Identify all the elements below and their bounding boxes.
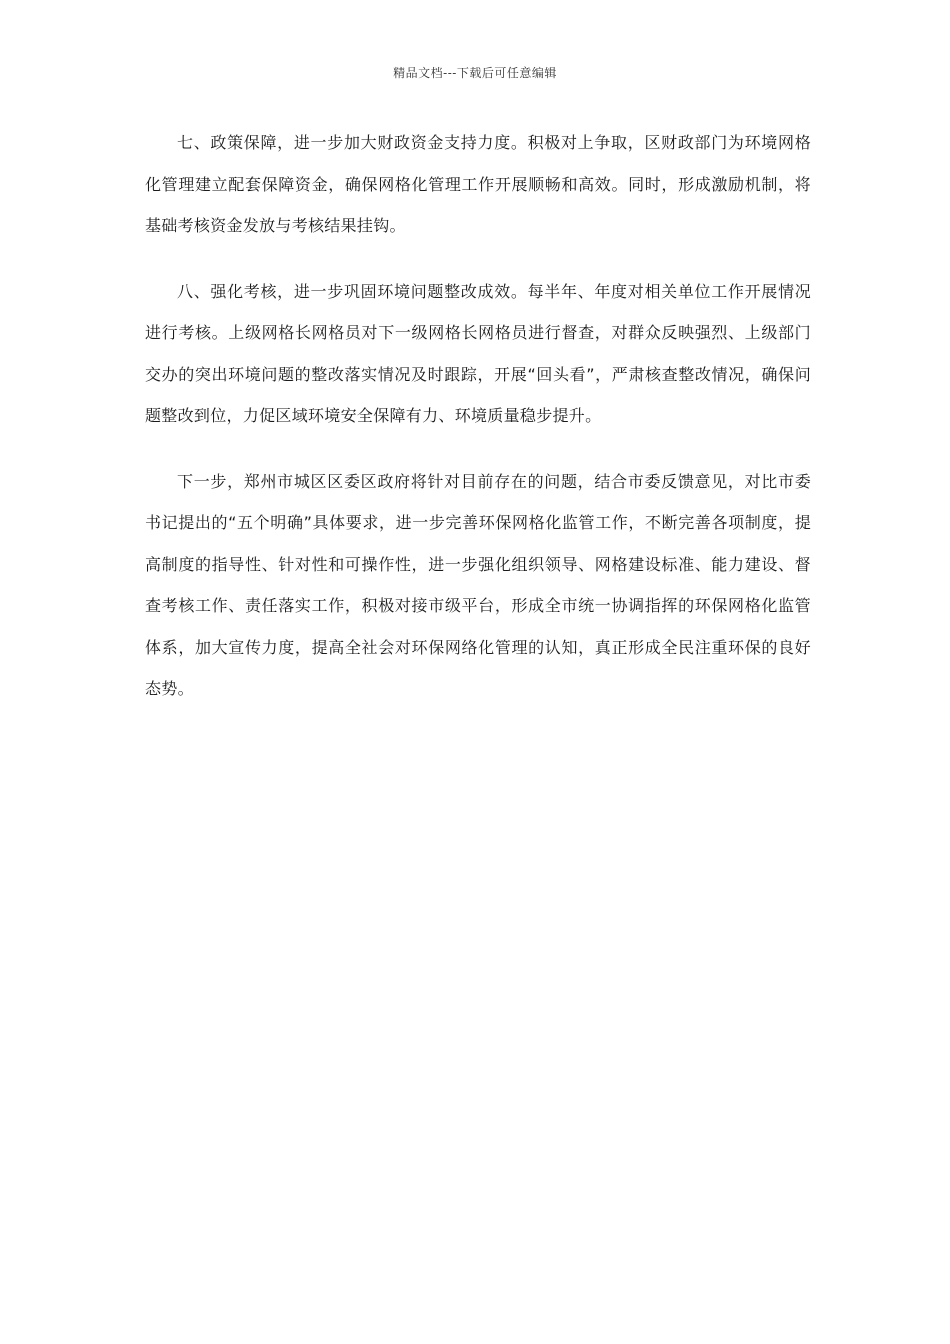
paragraph-next-steps: 下一步，郑州市城区区委区政府将针对目前存在的问题，结合市委反馈意见，对比市委书记提出的“五个明确”具体要求，进一步完善环保网格化监管工作，不断完善各项制度，提高制度的指导性、针对性和可操作性，进一步强化组织领导、网格建设标准、能力建设、督查考核工作、责任落实工作，积极对接市级平台，形成全市统一协调指挥的环保网格化监管体系，加大宣传力度，提高全社会对环保网络化管理的认知，真正形成全民注重环保的良好态势。 [145,471,811,698]
paragraph-strengthen-assessment: 八、强化考核，进一步巩固环境问题整改成效。每半年、年度对相关单位工作开展情况进行考核。上级网格长网格员对下一级网格长网格员进行督查，对群众反映强烈、上级部门交办的突出环境问题的整改落实情况及时跟踪，开展“回头看”，严肃核查整改情况，确保问题整改到位，力促区域环境安全保障有力、环境质量稳步提升。 [145,281,811,425]
paragraph-policy-guarantee: 七、政策保障，进一步加大财政资金支持力度。积极对上争取，区财政部门为环境网格化管理建立配套保障资金，确保网格化管理工作开展顺畅和高效。同时，形成激励机制，将基础考核资金发放与考核结果挂钩。 [145,133,811,235]
document-body [145,122,811,734]
page-header: 精品文档---下载后可任意编辑 [393,66,557,80]
